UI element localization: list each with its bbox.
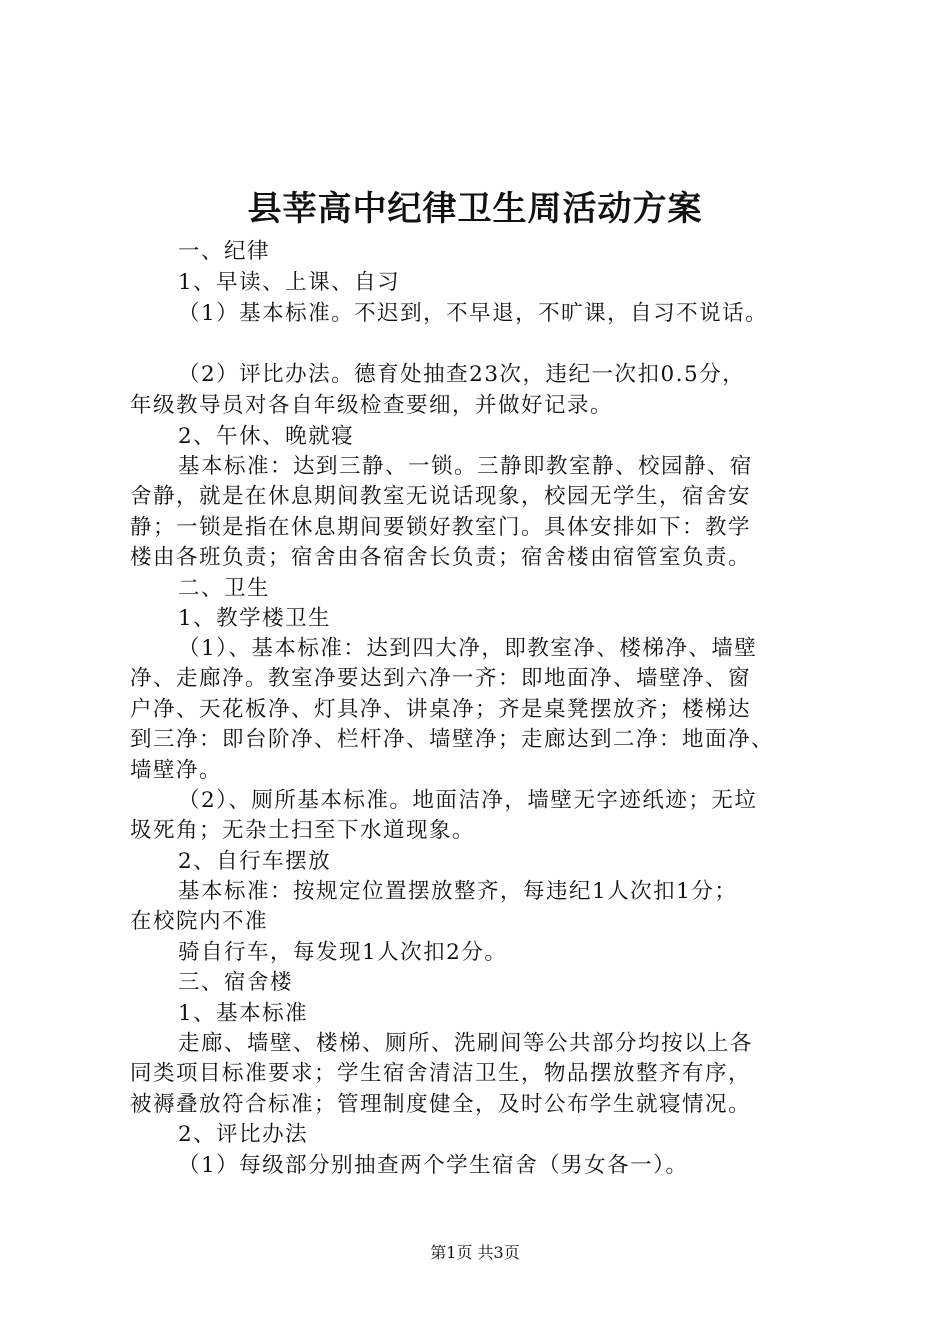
subheading-evaluation-method: 2、评比办法 [178,1122,309,1147]
paragraph-line: 走廊、墙壁、楼梯、厕所、洗刷间等公共部分均按以上各 [178,1031,754,1056]
paragraph-line: 静；一锁是指在休息期间要锁好教室门。具体安排如下：教学 [130,515,752,540]
paragraph-line: 在校院内不准 [130,909,269,934]
paragraph-line: 基本标准：达到三静、一锁。三静即教室静、校园静、宿 [178,454,754,479]
paragraph-line: 同类项目标准要求；学生宿舍清洁卫生，物品摆放整齐有序， [130,1061,752,1086]
page-footer: 第1页 共3页 [430,1243,520,1262]
document-title: 县莘高中纪律卫生周活动方案 [247,189,703,229]
paragraph-line: 基本标准：按规定位置摆放整齐，每违纪1人次扣1分； [178,879,738,904]
paragraph-line: 墙壁净。 [130,758,223,783]
paragraph-line: 到三净：即台阶净、栏杆净、墙壁净；走廊达到二净：地面净、 [130,727,775,752]
paragraph-line: （1）每级部分别抽查两个学生宿舍（男女各一）。 [178,1153,689,1178]
subheading-morning-reading: 1、早读、上课、自习 [178,270,401,295]
paragraph-line: 年级教导员对各自年级检查要细，并做好记录。 [130,393,614,418]
paragraph-line: 圾死角；无杂土扫至下水道现象。 [130,818,476,843]
paragraph-line: （1）基本标准。不迟到，不早退，不旷课，自习不说话。 [178,301,769,326]
section-heading-dormitory: 三、宿舍楼 [178,970,294,995]
section-heading-hygiene: 二、卫生 [178,576,271,601]
paragraph-line: 净、走廊净。教室净要达到六净一齐：即地面净、墙壁净、窗 [130,666,752,691]
paragraph-line: 户净、天花板净、灯具净、讲桌净；齐是桌凳摆放齐；楼梯达 [130,697,752,722]
paragraph-line: 楼由各班负责；宿舍由各宿舍长负责；宿舍楼由宿管室负责。 [130,545,752,570]
subheading-bicycle-parking: 2、自行车摆放 [178,849,332,874]
paragraph-line: 骑自行车，每发现1人次扣2分。 [178,940,508,965]
subheading-nap-bedtime: 2、午休、晚就寝 [178,424,355,449]
paragraph-line: （1）、基本标准：达到四大净，即教室净、楼梯净、墙壁 [178,636,758,661]
subheading-teaching-building: 1、教学楼卫生 [178,606,332,631]
section-heading-discipline: 一、纪律 [178,239,271,264]
paragraph-line: 被褥叠放符合标准；管理制度健全，及时公布学生就寝情况。 [130,1092,752,1117]
paragraph-line: （2）、厕所基本标准。地面洁净，墙壁无字迹纸迹；无垃 [178,788,758,813]
paragraph-line: （2）评比办法。德育处抽查23次，违纪一次扣0.5分， [178,362,746,387]
paragraph-line: 舍静，就是在休息期间教室无说话现象，校园无学生，宿舍安 [130,484,752,509]
subheading-basic-standard: 1、基本标准 [178,1001,309,1026]
